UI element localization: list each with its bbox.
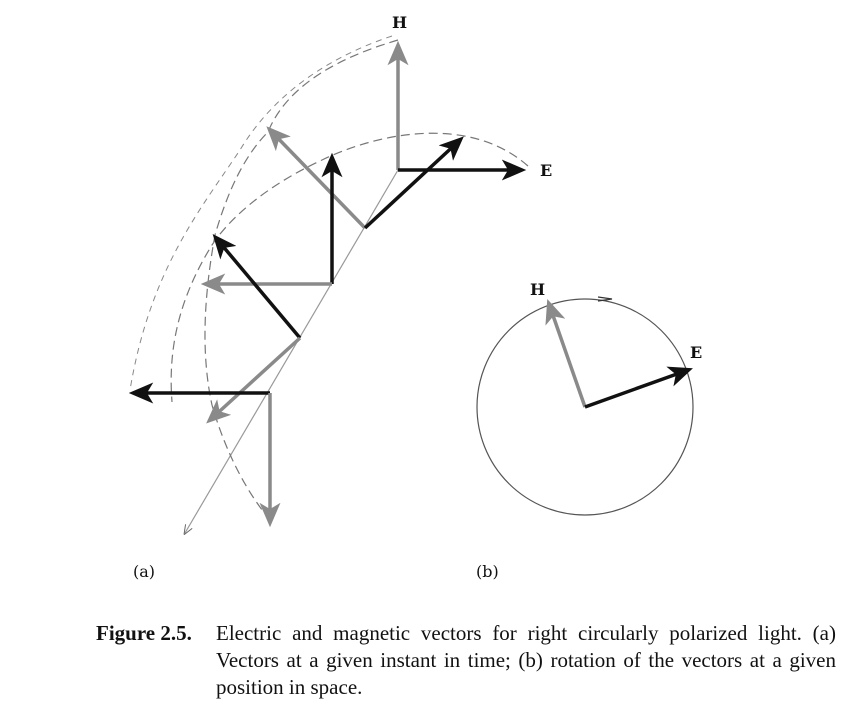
panel-a-electric-label: E — [540, 161, 553, 180]
magnetic-envelope-curve — [205, 40, 398, 520]
panel-b-electric-label: E — [690, 343, 703, 362]
panel-a-magnetic-label: H — [392, 13, 408, 32]
panel-a — [130, 13, 552, 581]
propagation-axis — [185, 170, 398, 533]
electric-vector — [216, 238, 300, 338]
rotation-direction-arrow — [598, 297, 612, 301]
figure-caption — [96, 620, 836, 701]
electric-vector — [365, 140, 460, 228]
caption-label: Figure 2.5. — [96, 621, 192, 645]
panel-b-label: (b) — [476, 562, 499, 581]
panel-a-label: (a) — [133, 562, 156, 581]
magnetic-vector — [549, 304, 585, 407]
electric-envelope-curve — [171, 133, 528, 402]
panel-b-magnetic-label: H — [530, 280, 546, 299]
caption-text: Electric and magnetic vectors for right circularly polarized light. (a) Vectors at a given instant in time; (b) rotation of the vectors at a given position in space. — [216, 621, 836, 699]
panel-b — [476, 280, 702, 581]
magnetic-vector — [210, 338, 300, 420]
magnetic-vector — [270, 130, 365, 228]
electric-vector — [585, 370, 688, 407]
